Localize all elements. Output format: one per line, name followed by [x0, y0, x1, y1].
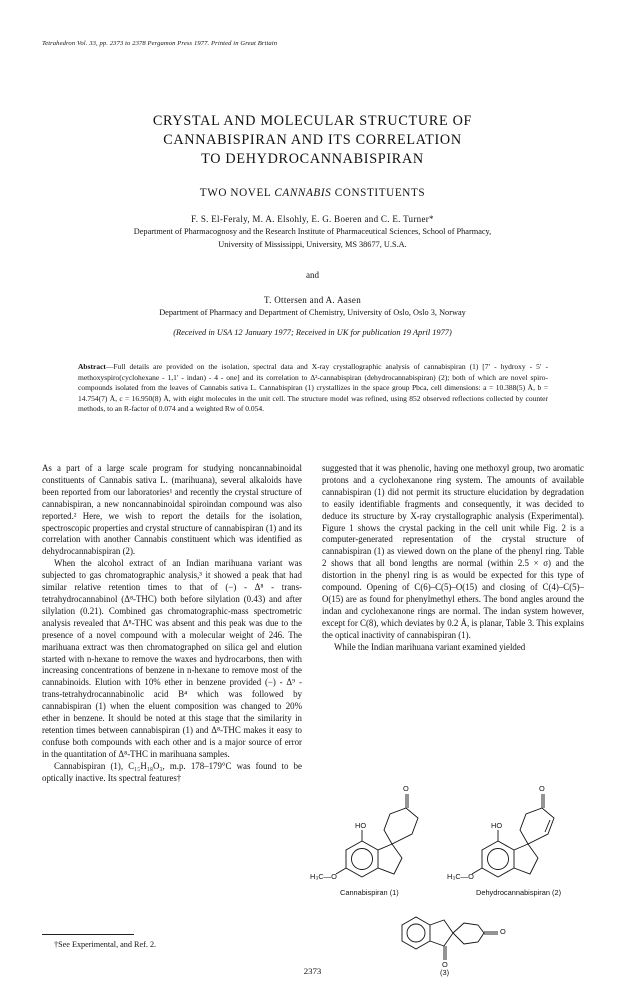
structure-2-carbonyl-oxygen: O: [539, 784, 545, 793]
authors-group-2: T. Ottersen and A. Aasen: [263, 295, 361, 305]
abstract: [78, 362, 548, 415]
abstract-label: Abstract: [78, 362, 106, 371]
affiliation-1-line-2: University of Mississippi, University, MS 38677, U.S.A.: [218, 240, 407, 249]
left-paragraph-3: Cannabispiran (1), C₁₅H₁₈O₃, m.p. 178–179°C was found to be optically inactive. Its spectral features†: [42, 760, 302, 783]
abstract-text: —Full details are provided on the isolation, spectral data and X-ray crystallographic analysis of cannabispiran (1) [7′ - hydroxy - 5′ - methoxyspiro(cyclohexane - 1,1′ - indan) - 4 - one] and its correlation to Δ²-cannabispiran (dehydrocannabispiran) (2); both of which are novel spiro-compounds isolated from the leaves of Cannabis sativa L. Cannabispiran (1) crystallizes in the space group Pbca, cell dimensions: a = 10.388(5) Å, b = 14.754(7) Å, c = 16.950(8) Å, with eight molecules in the unit cell. The structure model was refined, using 852 observed reflections collected by counter methods, to an R-factor of 0.074 and a weighted Rw of 0.054.: [78, 362, 548, 414]
structure-2-bonds: [472, 794, 554, 877]
footnote: †See Experimental, and Ref. 2.: [54, 940, 157, 949]
right-paragraph-1: suggested that it was phenolic, having one methoxyl group, two aromatic protons and a cyclohexanone ring system. The amounts of available cannabispiran (1) did not permit its structure elucidation by degradation to easily identifiable fragments and consequently, it was decided to deduce its structure by X-ray crystallographic analysis (Experimental). Figure 1 shows the crystal packing in the cell unit while Fig. 2 is a computer-generated representation of the crystal structure of cannabispiran (1) as viewed down on the plane of the phenyl ring. Table 2 shows that all bond lengths are normal (within 2.5 × σ) and the distortion in the phenyl ring is as would be expected for this type of compound. Opening of C(6)–C(5)–O(15) and closing of C(4)–C(5)–O(15) are as found for phenylmethyl ethers. The bond angles around the indan and cyclohexanone rings are normal. The indan system however, except for C(8), which deviates by 0.2 Å, is planar, Table 3. This explains the optical inactivity of cannabispiran (1).: [322, 463, 584, 640]
left-column: [42, 463, 302, 784]
left-paragraph-1: As a part of a large scale program for studying noncannabinoidal constituents of Cannabis sativa L. (marihuana), several alkaloids have been reported from our laboratories¹ and recently the crystal structure of cannabispiran, a new noncannabinoidal spiroindan compound was also reported.² Here, we wish to report the details for the isolation, spectroscopic properties and crystal structure of cannabispiran (1) and its correlation with another Cannabis constituent which was identified as dehydrocannabispiran (2).: [42, 463, 302, 557]
received-dates: (Received in USA 12 January 1977; Received in UK for publication 19 April 1977): [173, 328, 452, 337]
right-paragraph-2: While the Indian marihuana variant examined yielded: [334, 641, 526, 652]
left-paragraph-2: When the alcohol extract of an Indian marihuana variant was subjected to gas chromatographic analysis,³ it showed a peak that had similar relative retention times to that of (−) - Δ⁸ - trans-tetrahydrocannabinol (Δ⁸-THC) both before silylation (0.43) and after silylation (0.21). Combined gas chromatographic-mass spectrometric analysis revealed that Δ⁸-THC was absent and this peak was due to the presence of a novel compound with a molecular weight of 246. The marihuana extract was then chromatographed on silica gel and elution started with n-hexane to remove the waxes and hydrocarbons, then with increasing concentrations of benzene in n-hexane to remove most of the cannabinoids. Elution with 10% ether in benzene provided (−) - Δ⁹ - trans-tetrahydrocannabinolic acid B⁴ which was followed by cannabispiran (1) when the eluent composition was changed to 20% ether in benzene. It should be noted at this stage that the similarity in retention times between cannabispiran (1) and Δ⁸-THC makes it easy to confuse both compounds with each other and is a major source of error in the quantitation of Δ⁸-THC in marihuana samples.: [42, 558, 302, 759]
subtitle-suffix: CONSTITUENTS: [331, 187, 426, 199]
structure-3-bonds: [402, 917, 498, 960]
structure-2-label: Dehydrocannabispiran (2): [476, 888, 562, 897]
structure-2-hydroxyl: HO: [491, 821, 503, 830]
subtitle-prefix: TWO NOVEL: [199, 187, 275, 199]
subtitle: [40, 187, 585, 199]
subtitle-italic: CANNABIS: [274, 187, 332, 199]
structure-2-methoxy: H₃C—O: [447, 872, 474, 881]
structure-1-bonds: [336, 794, 418, 877]
running-head: Tetrahedron Vol. 33, pp. 2373 to 2378 Pergamon Press 1977. Printed in Great Britain: [42, 40, 278, 47]
and-separator: and: [306, 270, 319, 280]
structure-1-hydroxyl: HO: [355, 821, 367, 830]
title-line-3: TO DEHYDROCANNABISPIRAN: [201, 151, 424, 167]
structure-1-methoxy: H₃C—O: [310, 872, 337, 881]
footnote-divider: [42, 934, 134, 935]
title-line-1: CRYSTAL AND MOLECULAR STRUCTURE OF: [152, 113, 473, 129]
structure-1-carbonyl-oxygen: O: [403, 784, 409, 793]
structure-3-label: (3): [440, 968, 450, 977]
structure-3-indanone-oxygen: O: [442, 960, 448, 969]
authors-group-1: F. S. El-Feraly, M. A. Elsohly, E. G. Boeren and C. E. Turner*: [191, 214, 434, 224]
title-block: [40, 112, 585, 337]
title-line-2: CANNABISPIRAN AND ITS CORRELATION: [163, 132, 462, 148]
page-number: 2373: [303, 966, 322, 976]
structure-1-label: Cannabispiran (1): [340, 888, 399, 897]
affiliation-1-line-1: Department of Pharmacognosy and the Research Institute of Pharmaceutical Sciences, School of Pharmacy,: [133, 227, 492, 236]
affiliation-2: Department of Pharmacy and Department of Chemistry, University of Oslo, Oslo 3, Norway: [159, 308, 466, 317]
right-column: [322, 463, 584, 654]
structure-3-ketone-oxygen: O: [500, 927, 506, 936]
